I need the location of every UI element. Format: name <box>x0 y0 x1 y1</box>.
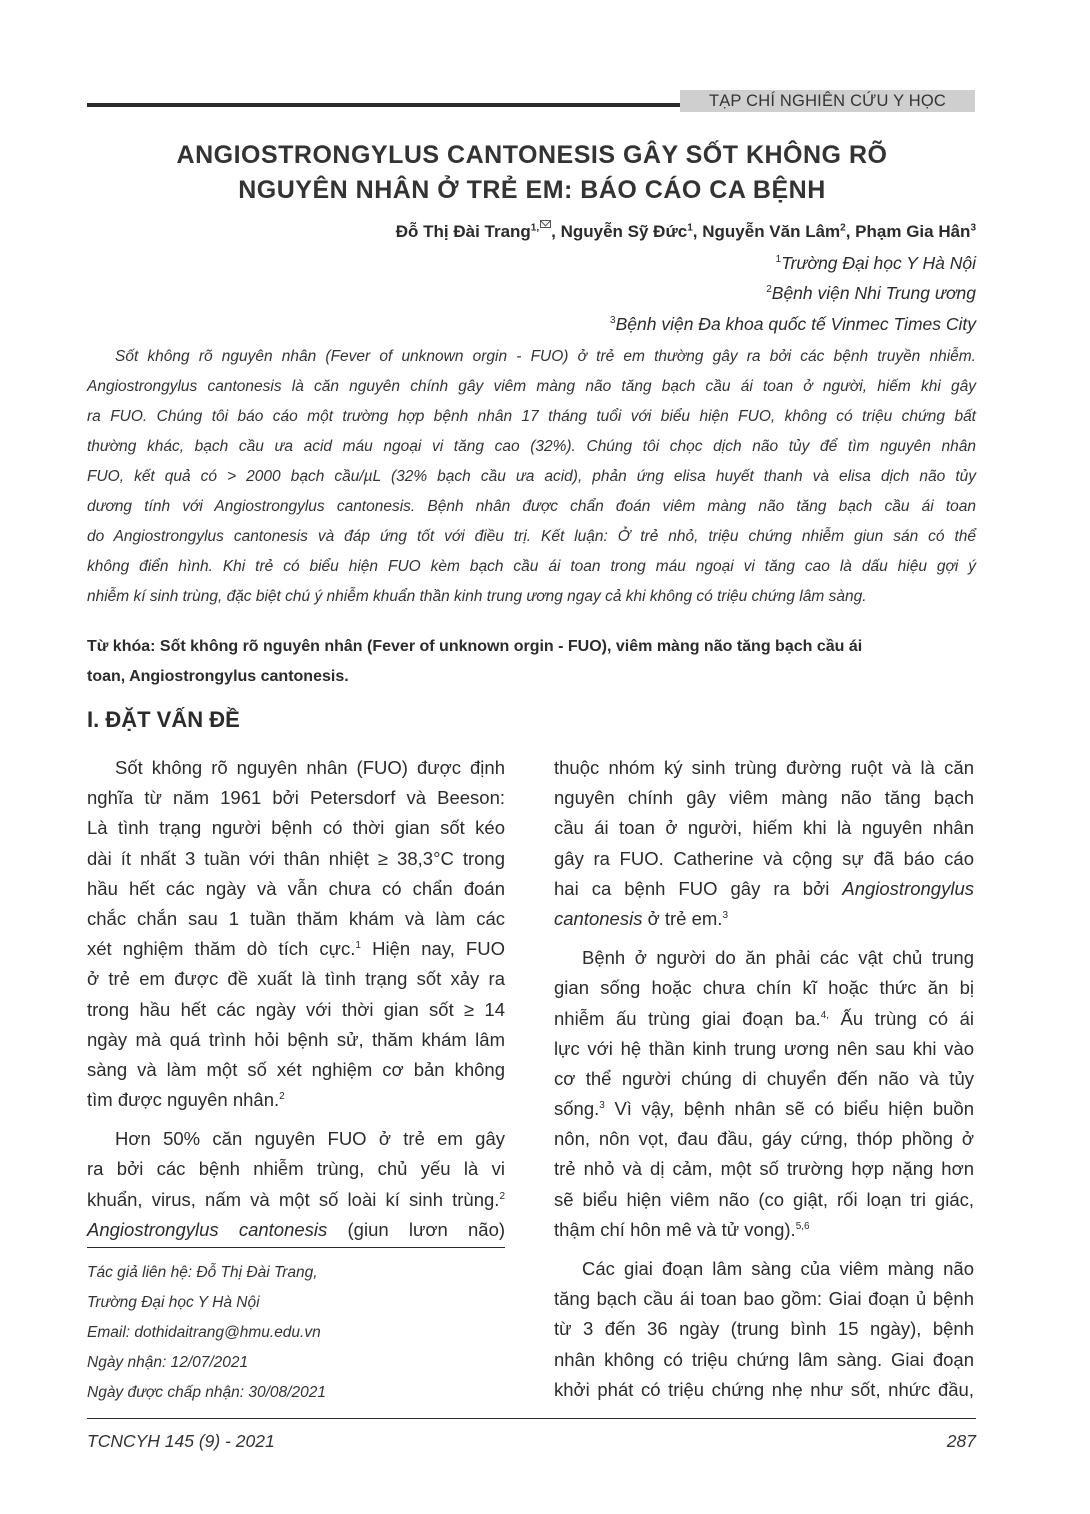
footnote-line: Ngày được chấp nhận: 30/08/2021 <box>87 1384 326 1401</box>
journal-citation: TCNCYH 145 (9) - 2021 <box>87 1431 275 1451</box>
body-text: xét nghiệm thăm dò tích cực. <box>87 938 356 960</box>
citation-mark: 5,6 <box>795 1220 810 1232</box>
affiliation-mark: 3 <box>610 315 616 327</box>
affiliation-mark: 1 <box>775 254 782 266</box>
body-line: Sốt không rõ nguyên nhân (FUO) được định <box>115 757 505 778</box>
body-line <box>87 1085 505 1115</box>
body-column-left <box>87 753 505 1245</box>
title-line-1: ANGIOSTRONGYLUS CANTONESIS GÂY SỐT KHÔNG RÕ <box>176 141 888 169</box>
body-text: Hiện nay, FUO <box>360 938 505 960</box>
body-text: ở trẻ em. <box>642 907 723 929</box>
affiliation-3 <box>610 311 976 337</box>
body-line: gian sống hoặc chưa chín kĩ hoặc thức ăn bị <box>554 977 974 999</box>
body-line <box>87 1185 505 1215</box>
body-line: chắc chắn sau 1 tuần thăm khám và làm các <box>87 907 505 929</box>
citation-mark: 2 <box>499 1190 505 1202</box>
body-line: lực với hệ thần kinh trung ương nên sau khi vào <box>554 1037 974 1059</box>
affiliation-2 <box>766 280 976 306</box>
body-line: Là tình trạng người bệnh có thời gian sốt kéo <box>87 817 505 839</box>
author-name: Nguyễn Văn Lâm <box>702 222 841 241</box>
abstract-line: nhiễm kí sinh trùng, đặc biệt chú ý nhiễm khuẩn thần kinh trung ương ngay cả khi không có triệu chứng lâm sàng. <box>87 588 867 605</box>
abstract-line: dương tính với Angiostrongylus cantonesis. Bệnh nhân được chẩn đoán viêm màng não tăng bạch cầu ái toan <box>87 498 976 515</box>
author-affiliation-mark: 1, <box>530 222 540 234</box>
abstract-line: Sốt không rõ nguyên nhân (Fever of unknown orgin - FUO) ở trẻ em thường gây ra bởi các bệnh truyền nhiễm. <box>115 348 976 365</box>
footnote-rule <box>87 1247 505 1248</box>
affiliation-text: Trường Đại học Y Hà Nội <box>781 253 976 273</box>
affiliation-text: Bệnh viện Đa khoa quốc tế Vinmec Times City <box>615 314 976 334</box>
citation-mark: 2 <box>279 1090 285 1102</box>
journal-label: TẠP CHÍ NGHIÊN CỨU Y HỌC <box>680 90 975 112</box>
footnote-line: Email: dothidaitrang@hmu.edu.vn <box>87 1324 321 1341</box>
abstract-line: do Angiostrongylus cantonesis và đáp ứng tốt với điều trị. Kết luận: Ở trẻ nhỏ, triệu chứng nhiễm giun sán có thể <box>87 528 976 545</box>
footnote-line: Ngày nhận: 12/07/2021 <box>87 1354 249 1371</box>
citation-mark: 3 <box>722 909 728 921</box>
abstract <box>87 342 976 612</box>
body-line <box>554 904 974 934</box>
author-affiliation-mark: 3 <box>970 222 976 234</box>
author-name: Đỗ Thị Đài Trang <box>395 222 531 241</box>
abstract-line: không điển hình. Khi trẻ có biểu hiện FUO kèm bạch cầu ái toan trong máu ngoại vi tăng cao là dấu hiệu gợi ý <box>87 558 976 575</box>
section-heading: I. ĐẶT VẤN ĐỀ <box>87 707 240 732</box>
body-line: trong hầu hết các ngày với thời gian sốt ≥ 14 <box>87 998 505 1020</box>
body-line <box>554 1004 974 1034</box>
body-line <box>87 934 505 964</box>
body-text: Vì vậy, bệnh nhân sẽ có biểu hiện buồn <box>604 1098 974 1120</box>
body-text: hai ca bệnh FUO gây ra bởi <box>554 877 830 899</box>
body-text: sống. <box>554 1098 600 1120</box>
abstract-line: thường khác, bạch cầu ưa acid máu ngoại vi tăng cao (32%). Chúng tôi chọc dịch não tủy để tìm nguyên nhân <box>87 438 976 455</box>
body-line: ra bởi các bệnh nhiễm trùng, chủ yếu là vi <box>87 1158 505 1180</box>
affiliation-text: Bệnh viện Nhi Trung ương <box>771 283 976 303</box>
author-list: Đỗ Thị Đài Trang$^{1,}$ , Nguyễn Sỹ Đức$^1$, Nguyễn Văn Lâm$^2$, Phạm Gia Hân$^3$ <box>395 222 976 241</box>
body-line <box>554 874 974 904</box>
body-line: Bệnh ở người do ăn phải các vật chủ trung <box>582 947 974 969</box>
correspondence-footnote <box>87 1258 326 1408</box>
body-line: Các giai đoạn lâm sàng của viêm màng não <box>582 1258 974 1279</box>
body-text: tìm được nguyên nhân. <box>87 1089 280 1111</box>
body-line: khởi phát có triệu chứng nhẹ như sốt, nhức đầu, <box>554 1378 974 1400</box>
footnote-line: Tác giả liên hệ: Đỗ Thị Đài Trang, <box>87 1264 318 1281</box>
body-text: (giun lươn não) <box>347 1218 506 1240</box>
body-line: hầu hết các ngày và vẫn chưa có chẩn đoán <box>87 877 505 899</box>
body-column-right <box>554 753 974 1405</box>
author-affiliation-mark: 2 <box>840 222 846 234</box>
author-name: Phạm Gia Hân <box>855 222 971 241</box>
keywords-line: toan, Angiostrongylus cantonesis. <box>87 668 349 685</box>
title-line-2: NGUYÊN NHÂN Ở TRẺ EM: BÁO CÁO CA BỆNH <box>238 176 826 204</box>
body-text: nhiễm ấu trùng giai đoạn ba. <box>554 1007 821 1029</box>
body-line: nghĩa từ năm 1961 bởi Petersdorf và Beeson: <box>87 787 505 809</box>
abstract-line: ra FUO. Chúng tôi báo cáo một trường hợp bệnh nhân 17 tháng tuổi với biểu hiện FUO, không có triệu chứng bất <box>87 408 976 425</box>
footer-rule <box>87 1418 976 1419</box>
body-line: nguyên chính gây viêm màng não tăng bạch <box>554 787 974 809</box>
citation-mark: 1 <box>355 939 361 951</box>
page-number: 287 <box>946 1431 976 1451</box>
species-name: cantonesis <box>554 907 643 929</box>
mail-icon <box>540 220 551 228</box>
header-rule <box>87 103 680 107</box>
body-line: ngày mà quá trình hỏi bệnh sử, thăm khám lâm <box>87 1028 505 1050</box>
author-affiliation-mark: 1 <box>687 222 693 234</box>
citation-mark: 3 <box>599 1099 605 1111</box>
footnote-line: Trường Đại học Y Hà Nội <box>87 1294 260 1311</box>
citation-mark: 4, <box>820 1009 829 1021</box>
body-line <box>554 1215 974 1245</box>
body-text: thậm chí hôn mê và tử vong). <box>554 1218 796 1240</box>
body-line: nôn, nôn vọt, đau đầu, gáy cứng, thóp phồng ở <box>554 1128 974 1150</box>
body-line: gây ra FUO. Catherine và cộng sự đã báo cáo <box>554 847 974 869</box>
species-name: Angiostrongylus <box>842 877 974 899</box>
affiliation-1 <box>776 250 976 276</box>
body-text: Ấu trùng có ái <box>828 1007 974 1029</box>
keywords-line: Từ khóa: Sốt không rõ nguyên nhân (Fever of unknown orgin - FUO), viêm màng não tăng bạch cầu ái <box>87 638 863 655</box>
keywords <box>87 632 976 692</box>
body-line: cơ thể người chúng di chuyển đến não và tủy <box>554 1067 974 1089</box>
body-line <box>87 1215 505 1245</box>
body-line: thuộc nhóm ký sinh trùng đường ruột và là căn <box>554 757 974 778</box>
body-line: sẽ biểu hiện viêm não (co giật, rối loạn tri giác, <box>554 1188 974 1210</box>
body-line: dài ít nhất 3 tuần với thân nhiệt ≥ 38,3°C trong <box>87 847 505 869</box>
abstract-line: Angiostrongylus cantonesis là căn nguyên chính gây viêm màng não tăng bạch cầu ái toan ở người, hiếm khi gây <box>87 378 976 395</box>
affiliation-mark: 2 <box>766 284 772 296</box>
body-line: ở trẻ em được đề xuất là tình trạng sốt xảy ra <box>87 968 505 990</box>
body-text: khuẩn, virus, nấm và một số loài kí sinh trùng. <box>87 1188 500 1210</box>
article-title <box>87 138 977 208</box>
body-line: sàng và làm một số xét nghiệm cơ bản không <box>87 1058 505 1080</box>
body-line: nhân không có triệu chứng lâm sàng. Giai đoạn <box>554 1348 974 1370</box>
abstract-line: FUO, kết quả có > 2000 bạch cầu/µL (32% bạch cầu ưa acid), phản ứng elisa huyết thanh và elisa dịch não tủy <box>87 468 976 485</box>
body-line: cầu ái toan ở người, hiếm khi là nguyên nhân <box>554 817 974 839</box>
body-line: Hơn 50% căn nguyên FUO ở trẻ em gây <box>115 1128 505 1150</box>
body-line <box>554 1094 974 1124</box>
species-name: Angiostrongylus cantonesis <box>87 1218 328 1240</box>
author-name: Nguyễn Sỹ Đức <box>560 222 688 241</box>
body-line: từ 3 đến 36 ngày (trung bình 15 ngày), bệnh <box>554 1318 974 1340</box>
body-line: trẻ nhỏ và dị cảm, một số trường hợp nặng hơn <box>554 1158 974 1180</box>
body-line: tăng bạch cầu ái toan bao gồm: Giai đoạn ủ bệnh <box>554 1288 974 1310</box>
